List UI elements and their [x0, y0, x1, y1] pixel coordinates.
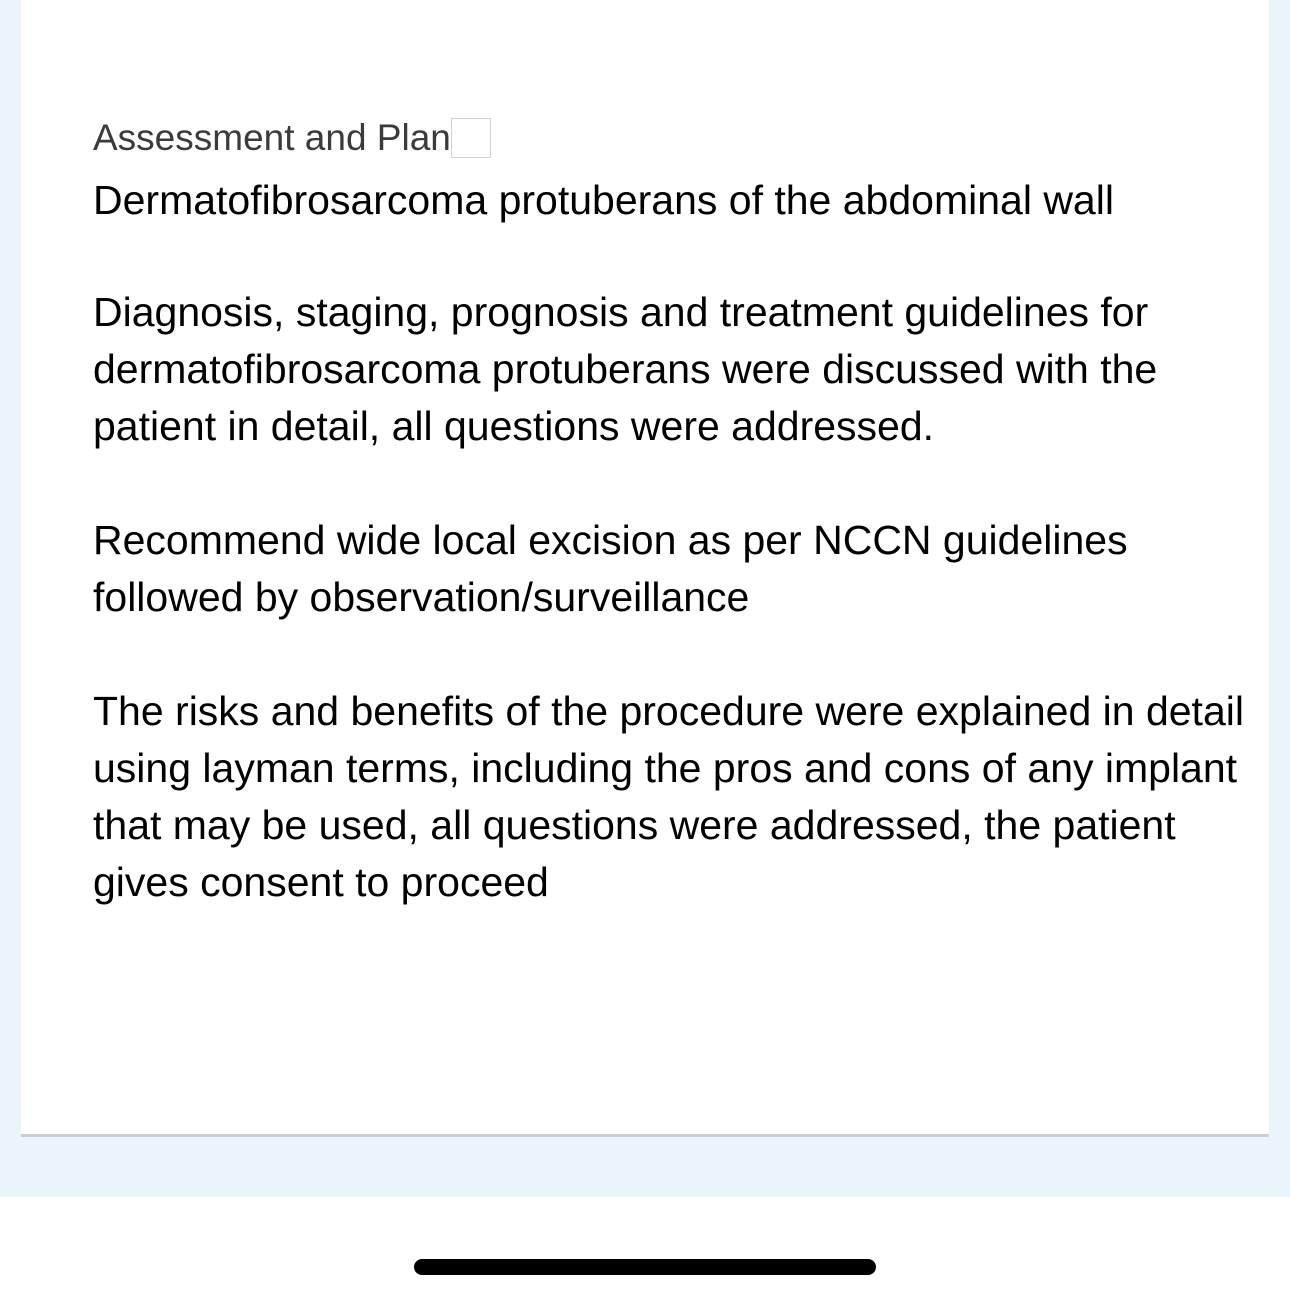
section-header	[93, 116, 491, 160]
recommendation-paragraph: Recommend wide local excision as per NCCN guidelines followed by observation/surveillance	[93, 517, 1128, 620]
discussion-paragraph: Diagnosis, staging, prognosis and treatment guidelines for dermatofibrosarcoma protuberans were discussed with the patient in detail, all questions were addressed.	[93, 289, 1158, 449]
image-placeholder-icon	[451, 118, 491, 158]
section-heading: Assessment and Plan	[93, 117, 451, 158]
diagnosis-text: Dermatofibrosarcoma protuberans of the abdominal wall	[93, 177, 1114, 223]
note-card	[21, 0, 1269, 1137]
home-indicator[interactable]	[414, 1259, 876, 1275]
consent-paragraph: The risks and benefits of the procedure were explained in detail using layman terms, including the pros and cons of any implant that may be used, all questions were addressed, the patient gives consent to proceed	[93, 688, 1244, 905]
